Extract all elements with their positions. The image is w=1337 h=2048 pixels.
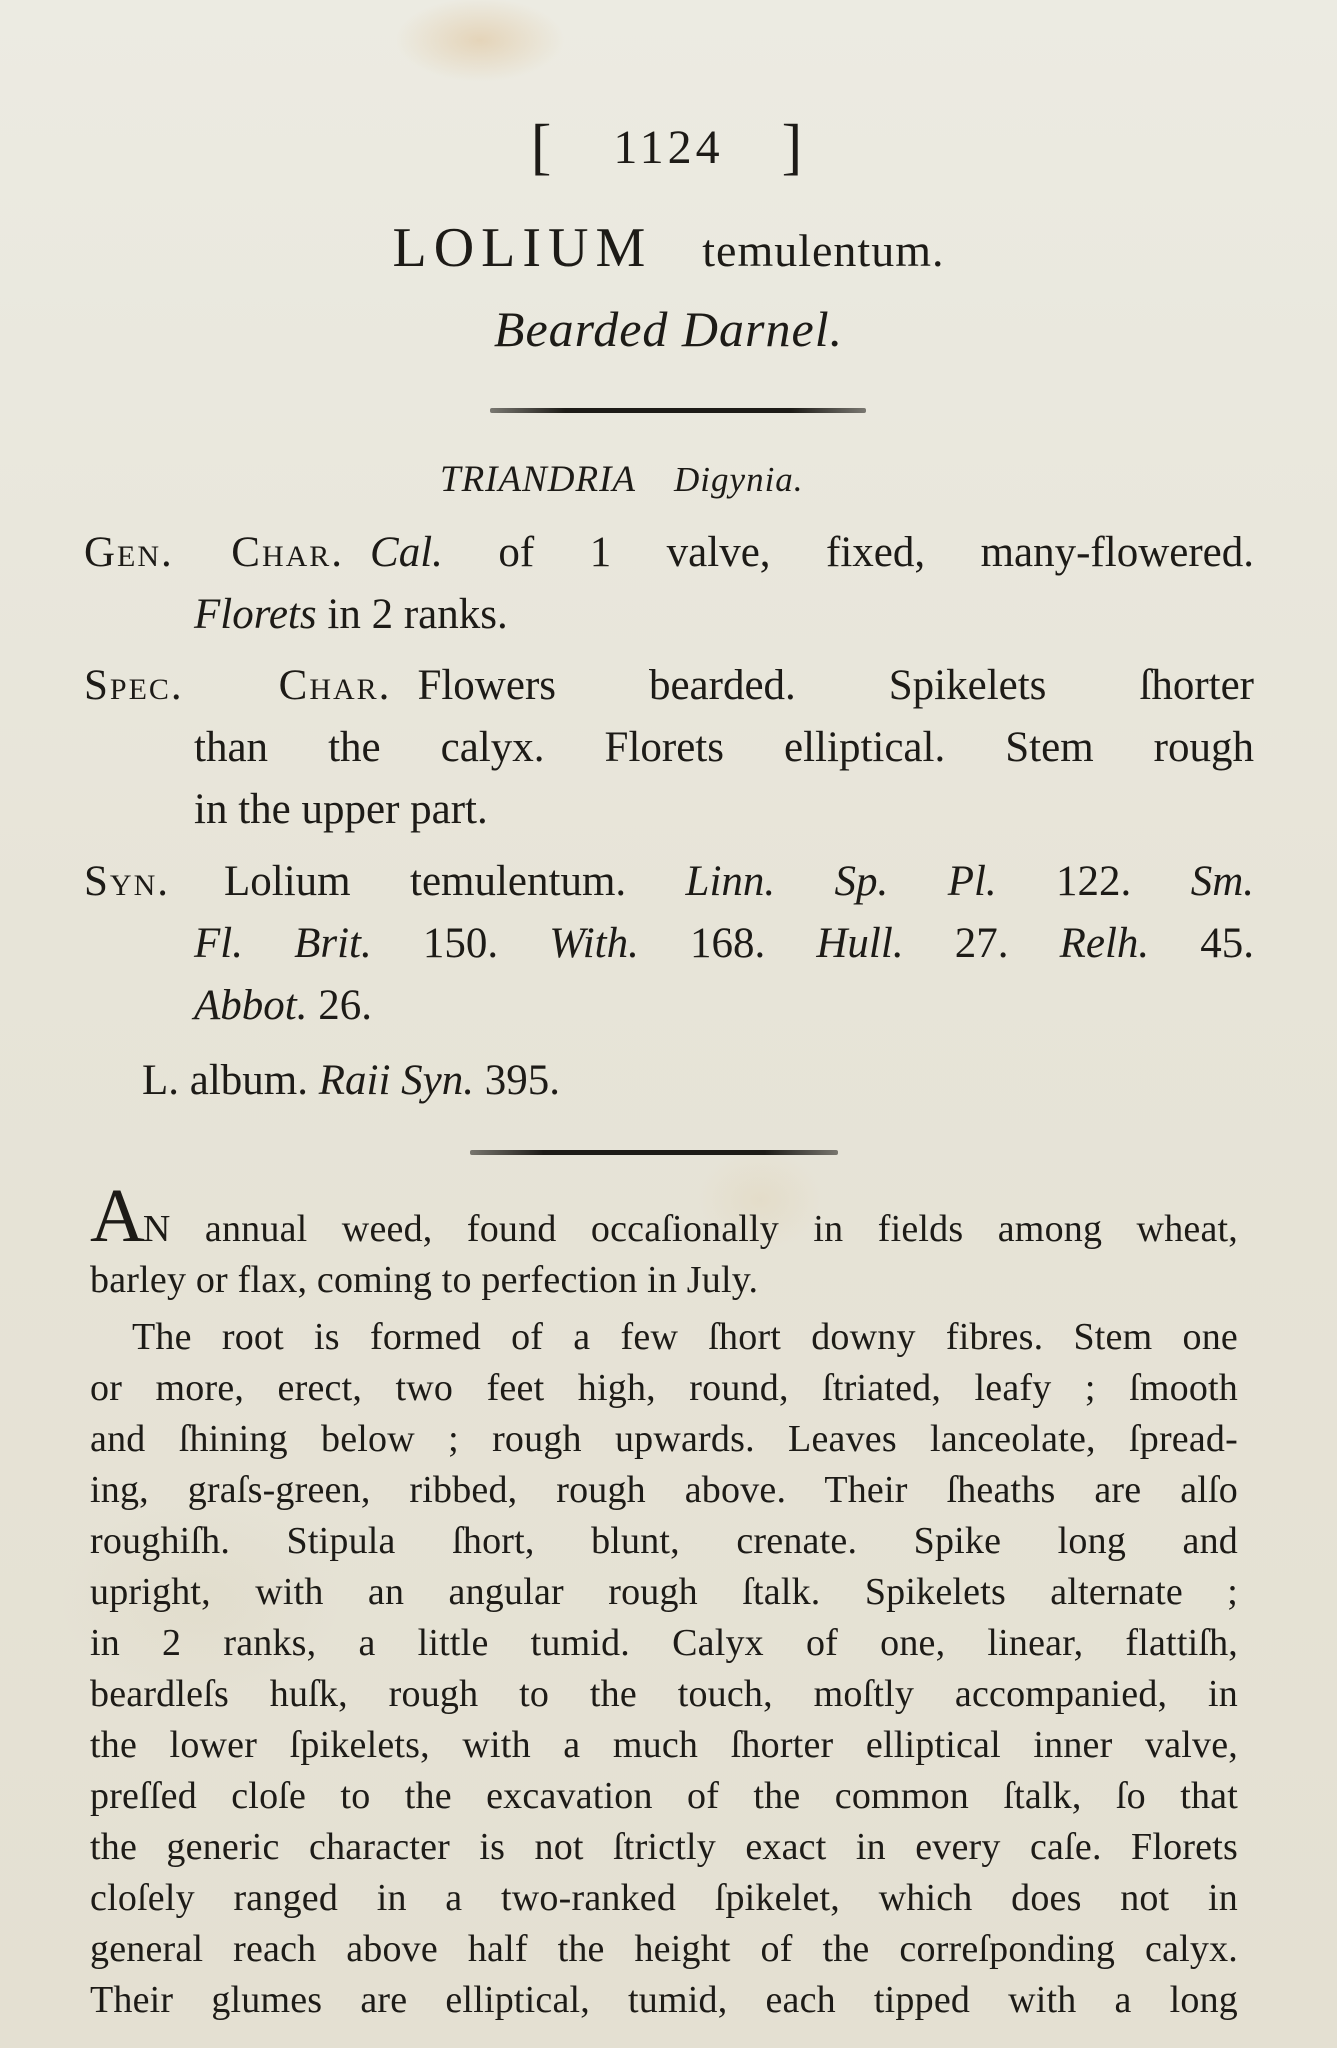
description-line: roughiſh. Stipula ſhort, blunt, crenate. Spike long and <box>90 1520 1238 1562</box>
generic-character <box>84 522 1254 646</box>
synonym-album-text <box>142 1057 560 1104</box>
specific-character-line <box>84 779 1254 841</box>
generic-character-line <box>84 584 1254 646</box>
roman-run: 27. <box>903 920 1060 967</box>
roman-run: 395. <box>474 1057 560 1104</box>
description-line: and ſhining below ; rough upwards. Leaves lanceolate, ſpread- <box>90 1418 1238 1460</box>
italic-run: With. <box>549 920 639 967</box>
italic-run: Cal. <box>370 529 443 576</box>
synonyms-text <box>224 858 1254 905</box>
description-line: preſſed cloſe to the excavation of the common ſtalk, ſo that <box>90 1775 1238 1817</box>
roman-run: 168. <box>638 920 817 967</box>
roman-run: of 1 valve, fixed, many-flowered. <box>442 529 1254 576</box>
description-line: Their glumes are elliptical, tumid, each tipped with a long <box>90 1979 1238 2021</box>
species-title <box>0 216 1337 280</box>
specific-character-line <box>84 717 1254 779</box>
description-paragraph-1 <box>90 1186 1238 1306</box>
synonyms-label: Syn. <box>84 858 170 905</box>
description-line: AN annual weed, found occaſionally in fields among wheat, <box>90 1186 1238 1255</box>
drop-cap: A <box>90 1186 141 1255</box>
synonyms-line <box>84 913 1254 975</box>
roman-run: 26. <box>307 982 372 1029</box>
description-line: beardleſs huſk, rough to the touch, moſtly accompanied, in <box>90 1673 1238 1715</box>
synonyms <box>84 851 1254 1037</box>
specific-character-text: than the calyx. Florets elliptical. Stem rough <box>194 724 1254 771</box>
synonyms-text <box>194 982 372 1029</box>
description-line: general reach above half the height of the correſponding calyx. <box>90 1928 1238 1970</box>
specific-character-text: Flowers bearded. Spikelets ſhorter <box>417 662 1254 709</box>
roman-run: Lolium temulentum. <box>224 858 627 905</box>
synonyms-line <box>84 975 1254 1037</box>
generic-character-text <box>370 529 1254 576</box>
specific-character-text: in the upper part. <box>194 786 488 833</box>
description-line: barley or flax, coming to perfection in July. <box>90 1259 759 1301</box>
page-number <box>0 112 1337 183</box>
description-line: or more, erect, two feet high, round, ſtriated, leafy ; ſmooth <box>90 1367 1238 1409</box>
roman-run: L. album. <box>142 1057 319 1104</box>
italic-run: Fl. Brit. <box>194 920 372 967</box>
linnaean-order: Digynia. <box>674 460 804 499</box>
italic-run: Hull. <box>816 920 904 967</box>
specific-character <box>84 655 1254 841</box>
generic-character-line <box>84 522 1254 584</box>
description-line: The root is formed of a few ſhort downy fibres. Stem one <box>132 1316 1238 1358</box>
italic-run: Sm. <box>1190 858 1254 905</box>
roman-run: 122. <box>996 858 1191 905</box>
description-line: upright, with an angular rough ſtalk. Spikelets alternate ; <box>90 1571 1238 1613</box>
generic-character-label: Gen. Char. <box>84 529 345 576</box>
roman-run: in 2 ranks. <box>316 591 508 638</box>
specific-character-line <box>84 655 1254 717</box>
description-line: ing, graſs-green, ribbed, rough above. Their ſheaths are alſo <box>90 1469 1238 1511</box>
italic-run: Linn. Sp. Pl. <box>626 858 997 905</box>
common-name: Bearded Darnel. <box>493 301 844 357</box>
roman-run: 150. <box>371 920 550 967</box>
classification <box>440 458 804 501</box>
synonyms-line <box>84 851 1254 913</box>
divider-rule <box>470 1150 838 1155</box>
left-bracket: [ <box>530 113 556 181</box>
italic-run: Relh. <box>1059 920 1150 967</box>
description-paragraph-2 <box>90 1312 1238 2026</box>
italic-run: Abbot. <box>194 982 308 1029</box>
italic-run: Florets <box>194 591 317 638</box>
italic-run: Raii Syn. <box>318 1057 474 1104</box>
page-number-value: 1124 <box>613 121 724 174</box>
synonyms-text <box>194 920 1254 967</box>
divider-rule <box>490 408 866 413</box>
linnaean-class: TRIANDRIA <box>440 459 637 500</box>
description-line: the generic character is not ſtrictly exact in every caſe. Florets <box>90 1826 1238 1868</box>
synonym-album <box>142 1050 560 1112</box>
specific-character-label: Spec. Char. <box>84 662 392 709</box>
genus-name: LOLIUM <box>392 217 653 279</box>
description-line: cloſely ranged in a two-ranked ſpikelet, which does not in <box>90 1877 1238 1919</box>
right-bracket: ] <box>781 113 807 181</box>
generic-character-text <box>194 591 508 638</box>
description-line: in 2 ranks, a little tumid. Calyx of one, linear, flattiſh, <box>90 1622 1238 1664</box>
species-epithet: temulentum. <box>702 225 945 276</box>
roman-run: 45. <box>1149 920 1255 967</box>
description-line: the lower ſpikelets, with a much ſhorter elliptical inner valve, <box>90 1724 1238 1766</box>
